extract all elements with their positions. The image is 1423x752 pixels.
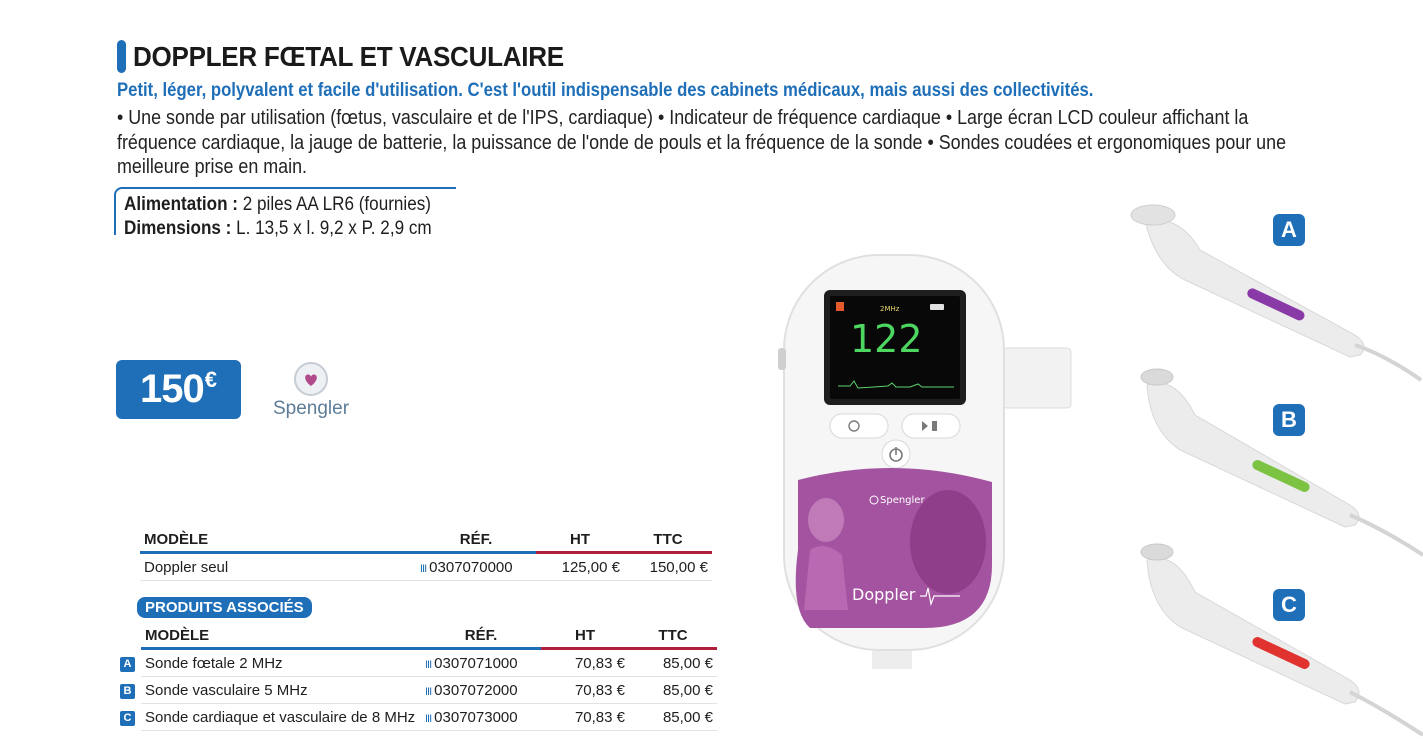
col-ht: HT: [541, 624, 629, 649]
table-row: [120, 649, 717, 677]
row-ht: 125,00 €: [536, 553, 624, 581]
row-ttc: 85,00 €: [629, 649, 717, 677]
screen-bpm: 122: [850, 317, 923, 361]
row-model: Doppler seul: [140, 553, 416, 581]
col-ttc: TTC: [629, 624, 717, 649]
barcode-icon: III: [425, 685, 432, 698]
page-title: DOPPLER FŒTAL ET VASCULAIRE: [133, 40, 564, 72]
row-badge: B: [120, 684, 135, 699]
title-block: [117, 40, 596, 73]
main-product-table: [140, 528, 712, 581]
table-header-row: [120, 624, 717, 649]
col-ttc: TTC: [624, 528, 712, 553]
screen-frequency: 2MHz: [880, 305, 900, 313]
row-ref: 0307070000: [429, 558, 513, 576]
row-ttc: 85,00 €: [629, 704, 717, 731]
row-ref: 0307071000: [434, 654, 518, 672]
row-ht: 70,83 €: [541, 704, 629, 731]
subtitle: Petit, léger, polyvalent et facile d'utilisation. C'est l'outil indispensable des cabinets médicaux, mais aussi des collectivités.: [117, 80, 1094, 101]
description: • Une sonde par utilisation (fœtus, vasculaire et de l'IPS, cardiaque) • Indicateur de fréquence cardiaque • Large écran LCD couleur affichant la fréquence cardiaque, la jauge de batterie, la puissance de l'onde de pouls et la fréquence de la sonde • Sondes coudées et ergonomiques pour une meilleure prise en main.: [117, 107, 1287, 178]
table-row: [140, 553, 712, 581]
brand-logo: [266, 362, 356, 420]
associated-products-label: PRODUITS ASSOCIÉS: [137, 597, 312, 618]
row-ttc: 150,00 €: [624, 553, 712, 581]
table-row: [120, 677, 717, 704]
probe-label-a: A: [1273, 214, 1305, 246]
row-badge-cell: [120, 677, 141, 704]
col-ref: RÉF.: [421, 624, 541, 649]
table-header-row: [140, 528, 712, 553]
spec-power-label: Alimentation :: [124, 194, 239, 215]
row-model: Sonde vasculaire 5 MHz: [141, 677, 421, 704]
device-brand: Spengler: [880, 495, 925, 506]
row-ref-cell: [421, 649, 541, 677]
price-badge: [116, 360, 241, 419]
row-model: Sonde cardiaque et vasculaire de 8 MHz: [141, 704, 421, 731]
spec-power-value: 2 piles AA LR6 (fournies): [242, 194, 431, 215]
barcode-icon: III: [425, 658, 432, 671]
barcode-icon: III: [420, 562, 427, 575]
row-ttc: 85,00 €: [629, 677, 717, 704]
device-name: Doppler: [852, 585, 916, 604]
row-ref-cell: [421, 677, 541, 704]
row-ht: 70,83 €: [541, 677, 629, 704]
col-ht: HT: [536, 528, 624, 553]
row-badge: C: [120, 711, 135, 726]
row-ref: 0307073000: [434, 708, 518, 726]
row-badge-cell: [120, 704, 141, 731]
row-ref-cell: [416, 553, 536, 581]
heart-icon: [294, 362, 328, 396]
row-model: Sonde fœtale 2 MHz: [141, 649, 421, 677]
spec-dim-label: Dimensions :: [124, 218, 232, 239]
title-accent-bar: [117, 40, 126, 73]
spec-dim-value: L. 13,5 x l. 9,2 x P. 2,9 cm: [236, 218, 432, 239]
badge-col: [120, 624, 141, 649]
table-row: [120, 704, 717, 731]
spec-dimensions: [124, 217, 432, 241]
row-badge: A: [120, 657, 135, 672]
row-ht: 70,83 €: [541, 649, 629, 677]
col-model: MODÈLE: [141, 624, 421, 649]
probe-label-c: C: [1273, 589, 1305, 621]
col-ref: RÉF.: [416, 528, 536, 553]
brand-name: Spengler: [272, 398, 350, 419]
price-currency: €: [204, 366, 217, 392]
probe-label-b: B: [1273, 404, 1305, 436]
row-ref-cell: [421, 704, 541, 731]
doppler-device-illustration: [770, 250, 1080, 670]
spec-power: [124, 193, 431, 217]
col-model: MODÈLE: [140, 528, 416, 553]
row-ref: 0307072000: [434, 681, 518, 699]
row-badge-cell: [120, 649, 141, 677]
price-value: 150: [140, 367, 204, 411]
probe-c-illustration: [1135, 530, 1423, 745]
barcode-icon: III: [425, 712, 432, 725]
specs-box: [114, 187, 456, 239]
associated-products-table: [120, 624, 717, 731]
